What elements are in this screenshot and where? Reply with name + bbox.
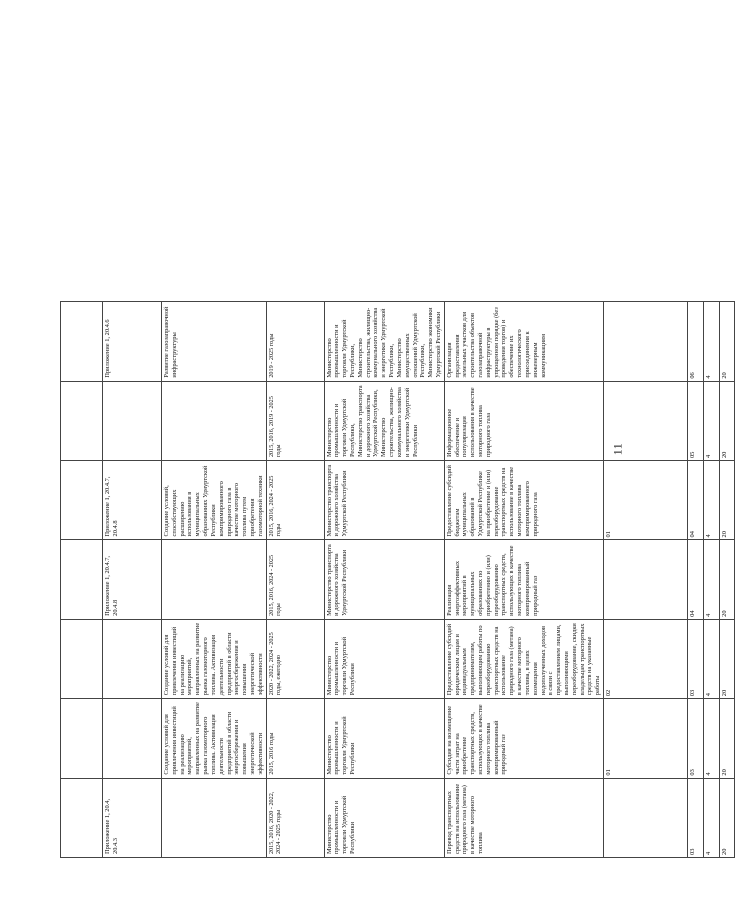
code-cell-4: 01: [604, 461, 688, 540]
code-cell-4: 01: [604, 699, 688, 778]
table-row: [720, 64, 735, 858]
table-row: [604, 64, 688, 858]
spare-cell: [61, 302, 103, 381]
table-row: [103, 64, 162, 858]
code-cell-1: 20: [720, 778, 735, 857]
link-cell: [103, 381, 162, 460]
code-cell-2: 4: [704, 619, 720, 698]
code-cell-4: [604, 302, 688, 381]
name-cell: Информационное обеспечение и популяризация использования в качестве моторного топлива природного газа: [444, 381, 603, 460]
result-cell: Создание условий для привлечения инвестиций на реализацию мероприятий, направленных на развитие рынка газомоторного топлива. Активизация деятельности предприятий в области энергосбережения и повышения энергетической эффективности: [162, 699, 267, 778]
code-cell-2: 4: [704, 461, 720, 540]
name-cell: Перевод транспортных средств на использование природного газа (метана) в качестве моторного топлива: [444, 778, 603, 857]
code-cell-1: 20: [720, 540, 735, 619]
code-cell-3: 06: [688, 302, 704, 381]
spare-cell: [61, 699, 103, 778]
executor-cell: Министерство транспорта и дорожного хозяйства Удмуртской Республики: [324, 540, 444, 619]
name-cell: Реализация энергоэффективных мероприятий в муниципальных образованиях по приобретению и (или) переоборудованию транспортных средств, использующих в качестве моторного топлива компримированный природный газ: [444, 540, 603, 619]
name-cell: Предоставление субсидий юридическим лицам и индивидуальным предпринимателям, выполняющим работы по переоборудованию транспортных средств на использование природного газа (метана) в качестве моторного топлива, в целях возмещения недополученных доходов в связи с предоставлением лицами, выполняющими переоборудование, скидки владельцам транспортных средств на указанные работы: [444, 619, 603, 698]
period-cell: 2015, 2016, 2024 - 2025 годы: [266, 461, 324, 540]
code-cell-4: 02: [604, 619, 688, 698]
executor-cell: Министерство промышленности и торговли Удмуртской Республики, Министерство транспорта и дорожного хозяйства Удмуртской Республики, Министерство строительства, жилищно-коммунального хозяйства и энергетики Удмуртской Республики: [324, 381, 444, 460]
code-cell-4: [604, 381, 688, 460]
table-row: [444, 64, 603, 858]
executor-cell: Министерство транспорта и дорожного хозяйства Удмуртской Республики: [324, 461, 444, 540]
code-cell-3: 03: [688, 619, 704, 698]
result-cell: [162, 540, 267, 619]
table-row: [704, 64, 720, 858]
name-cell: Организация предоставления земельных участков для строительства объектов газозаправочной инфраструктуры в упрощенном порядке (без проведения торгов) и обеспечение их технологического присоединения к инженерным коммуникациям: [444, 302, 603, 381]
link-cell: Приложение 1, 20.4.6: [103, 302, 162, 381]
result-cell: [162, 381, 267, 460]
spare-cell: [61, 619, 103, 698]
link-cell: [103, 619, 162, 698]
code-cell-3: 04: [688, 461, 704, 540]
period-cell: 2019 - 2025 годы: [266, 302, 324, 381]
period-cell: 2015, 2016, 2024 - 2025 годы: [266, 540, 324, 619]
table-row: [324, 64, 444, 858]
code-cell-4: [604, 778, 688, 857]
executor-cell: Министерство промышленности и торговли Удмуртской Республики: [324, 699, 444, 778]
measures-table: [60, 63, 735, 858]
code-cell-1: 20: [720, 302, 735, 381]
code-cell-1: 20: [720, 461, 735, 540]
code-cell-1: 20: [720, 619, 735, 698]
executor-cell: Министерство промышленности и торговли Удмуртской Республики, Министерство строительства, жилищно-коммунального хозяйства и энергетики Удмуртской Республики, Министерство имущественных отношений Удмуртской Республики, Министерство экономики Удмуртской Республики: [324, 302, 444, 381]
spare-cell: [61, 461, 103, 540]
link-cell: Приложение 1, 20.4.7, 20.4.8: [103, 461, 162, 540]
code-cell-3: 03: [688, 778, 704, 857]
name-cell: Предоставление субсидий бюджетам муниципальных образований в Удмуртской Республике на приобретение и (или) переоборудование транспортных средств на использование в качестве моторного топлива компримированного природного газа: [444, 461, 603, 540]
code-cell-1: 20: [720, 381, 735, 460]
code-cell-2: 4: [704, 699, 720, 778]
table-row: [61, 64, 103, 858]
code-cell-2: 4: [704, 778, 720, 857]
code-cell-1: 20: [720, 699, 735, 778]
name-cell: Субсидия на возмещение части затрат на приобретение транспортных средств, использующих в качестве моторного топлива компримированный природный газ: [444, 699, 603, 778]
link-cell: Приложение 1, 20.4.7, 20.4.8: [103, 540, 162, 619]
code-cell-3: 03: [688, 699, 704, 778]
spare-cell: [61, 381, 103, 460]
executor-cell: Министерство промышленности и торговли Удмуртской Республики: [324, 778, 444, 857]
code-cell-3: 04: [688, 540, 704, 619]
table-row: [266, 64, 324, 858]
code-cell-3: 05: [688, 381, 704, 460]
code-cell-2: 4: [704, 540, 720, 619]
executor-cell: Министерство промышленности и торговли Удмуртской Республики: [324, 619, 444, 698]
result-cell: Развитие газозаправочной инфраструктуры: [162, 302, 267, 381]
period-cell: 2015, 2016, 2019 - 2025 годы: [266, 381, 324, 460]
result-cell: [162, 778, 267, 857]
table-row: [162, 64, 267, 858]
period-cell: 2015, 2016, 2020 - 2022, 2024 - 2025 годы: [266, 778, 324, 857]
code-cell-4: [604, 540, 688, 619]
period-cell: 2015, 2016 годы: [266, 699, 324, 778]
link-cell: Приложение 1, 20.4, 20.4.3: [103, 778, 162, 857]
table-row: [688, 64, 704, 858]
code-cell-2: 4: [704, 381, 720, 460]
page-number: 11: [610, 442, 625, 456]
spare-cell: [61, 540, 103, 619]
spare-cell: [61, 778, 103, 857]
link-cell: [103, 699, 162, 778]
result-cell: Создание условий для привлечения инвестиций на реализацию мероприятий, направленных на развитие рынка газомоторного топлива. Активизация деятельности предприятий в области энергосбережения и повышения энергетической эффективности: [162, 619, 267, 698]
period-cell: 2020 - 2022, 2024 - 2025 годы, ежегодно: [266, 619, 324, 698]
code-cell-2: 4: [704, 302, 720, 381]
result-cell: Создание условий, способствующих расширению использования в муниципальных образованиях Удмуртской Республики компримированного природного газа в качестве моторного топлива путем приобретения газомоторной техники: [162, 461, 267, 540]
